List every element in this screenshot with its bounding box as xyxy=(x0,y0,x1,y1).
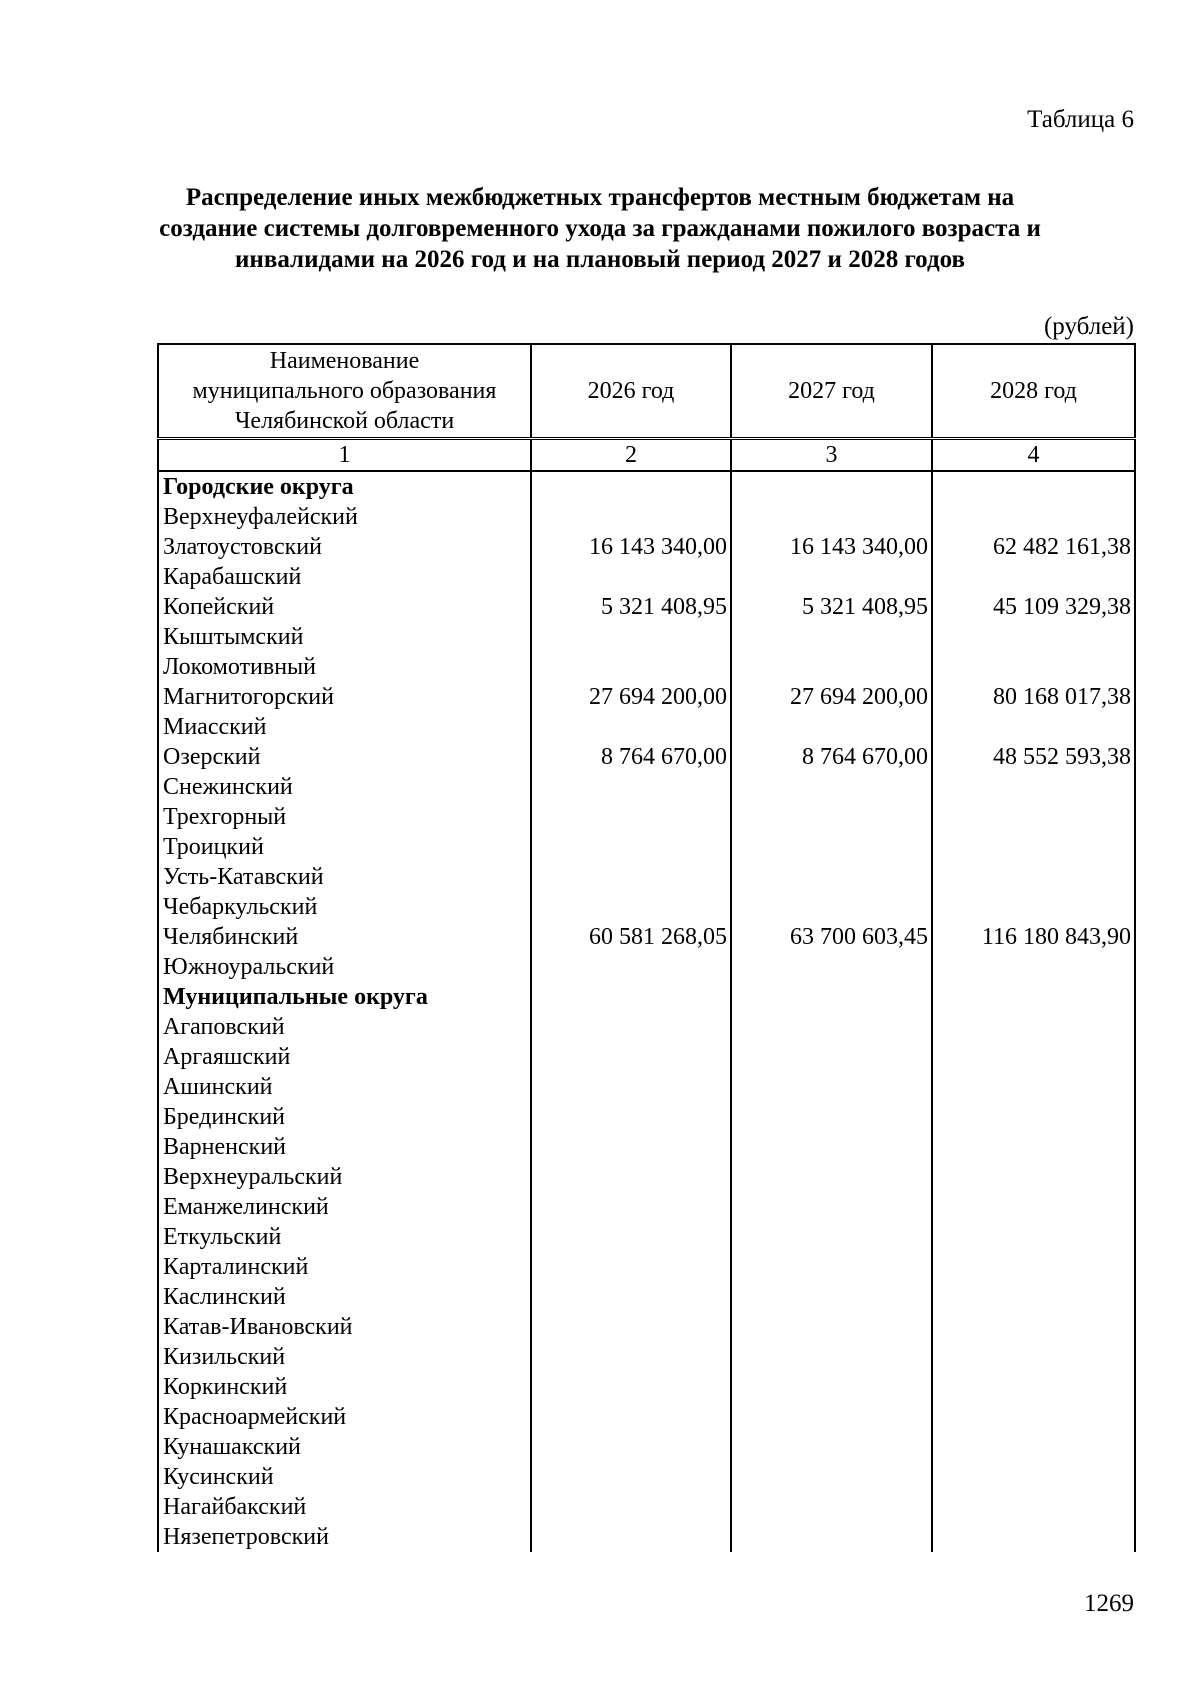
table-row xyxy=(158,772,1135,802)
value-2028-cell xyxy=(932,622,1135,652)
municipality-cell: Верхнеуфалейский xyxy=(158,502,531,532)
value-2026-cell xyxy=(531,1012,731,1042)
table-row xyxy=(158,1192,1135,1222)
value-2027-cell xyxy=(731,892,932,922)
value-2028-cell xyxy=(932,982,1135,1012)
municipality-cell: Южноуральский xyxy=(158,952,531,982)
value-2027-cell xyxy=(731,1042,932,1072)
value-2026-cell: 60 581 268,05 xyxy=(531,922,731,952)
table-row xyxy=(158,1072,1135,1102)
units-label: (рублей) xyxy=(1043,313,1134,340)
value-2027-cell xyxy=(731,1282,932,1312)
municipality-cell: Нязепетровский xyxy=(158,1522,531,1552)
value-2028-cell xyxy=(932,1372,1135,1402)
value-2028-cell xyxy=(932,1222,1135,1252)
table-row xyxy=(158,652,1135,682)
value-2026-cell xyxy=(531,892,731,922)
document-title xyxy=(120,182,1080,275)
header-2027: 2027 год xyxy=(731,344,932,439)
value-2028-cell xyxy=(932,712,1135,742)
value-2026-cell xyxy=(531,772,731,802)
value-2026-cell xyxy=(531,622,731,652)
value-2028-cell xyxy=(932,802,1135,832)
municipality-cell: Челябинский xyxy=(158,922,531,952)
value-2027-cell xyxy=(731,1402,932,1432)
value-2027-cell: 63 700 603,45 xyxy=(731,922,932,952)
value-2026-cell xyxy=(531,1132,731,1162)
value-2027-cell xyxy=(731,1492,932,1522)
table-row xyxy=(158,892,1135,922)
value-2027-cell xyxy=(731,1012,932,1042)
value-2027-cell xyxy=(731,1312,932,1342)
title-line: Распределение иных межбюджетных трансфертов местным бюджетам на xyxy=(185,184,1015,211)
value-2028-cell xyxy=(932,772,1135,802)
municipality-cell: Брединский xyxy=(158,1102,531,1132)
value-2028-cell xyxy=(932,1072,1135,1102)
table-row xyxy=(158,502,1135,532)
value-2026-cell xyxy=(531,712,731,742)
table-row xyxy=(158,1012,1135,1042)
value-2026-cell xyxy=(531,1432,731,1462)
municipality-cell: Троицкий xyxy=(158,832,531,862)
table-row xyxy=(158,1132,1135,1162)
value-2026-cell xyxy=(531,1522,731,1552)
municipality-cell: Озерский xyxy=(158,742,531,772)
value-2027-cell: 8 764 670,00 xyxy=(731,742,932,772)
value-2028-cell xyxy=(932,1132,1135,1162)
table-row xyxy=(158,682,1135,712)
table-row xyxy=(158,592,1135,622)
municipality-cell: Кунашакский xyxy=(158,1432,531,1462)
table-label: Таблица 6 xyxy=(1027,106,1134,133)
value-2027-cell xyxy=(731,952,932,982)
value-2028-cell: 116 180 843,90 xyxy=(932,922,1135,952)
value-2026-cell xyxy=(531,1402,731,1432)
table-row xyxy=(158,862,1135,892)
value-2026-cell xyxy=(531,862,731,892)
value-2028-cell xyxy=(932,832,1135,862)
value-2027-cell xyxy=(731,1342,932,1372)
value-2026-cell xyxy=(531,1312,731,1342)
value-2026-cell xyxy=(531,952,731,982)
value-2027-cell xyxy=(731,562,932,592)
header-municipality xyxy=(158,344,531,439)
value-2027-cell xyxy=(731,1072,932,1102)
value-2028-cell xyxy=(932,502,1135,532)
value-2028-cell xyxy=(932,1282,1135,1312)
table-row xyxy=(158,1222,1135,1252)
value-2027-cell xyxy=(731,712,932,742)
value-2028-cell: 45 109 329,38 xyxy=(932,592,1135,622)
table-row xyxy=(158,1102,1135,1132)
value-2027-cell xyxy=(731,471,932,502)
value-2026-cell xyxy=(531,652,731,682)
column-number: 1 xyxy=(158,439,531,472)
value-2027-cell xyxy=(731,1192,932,1222)
column-number-row xyxy=(158,439,1135,472)
value-2028-cell xyxy=(932,1462,1135,1492)
value-2028-cell xyxy=(932,562,1135,592)
value-2028-cell xyxy=(932,1492,1135,1522)
municipality-cell: Карталинский xyxy=(158,1252,531,1282)
value-2026-cell xyxy=(531,1492,731,1522)
value-2027-cell xyxy=(731,1162,932,1192)
table-row xyxy=(158,1372,1135,1402)
value-2028-cell xyxy=(932,1522,1135,1552)
value-2026-cell xyxy=(531,1282,731,1312)
value-2027-cell xyxy=(731,1372,932,1402)
value-2028-cell xyxy=(932,652,1135,682)
municipality-cell: Магнитогорский xyxy=(158,682,531,712)
value-2027-cell xyxy=(731,832,932,862)
value-2026-cell xyxy=(531,802,731,832)
table-row xyxy=(158,1432,1135,1462)
value-2027-cell xyxy=(731,1522,932,1552)
value-2027-cell xyxy=(731,982,932,1012)
value-2028-cell xyxy=(932,1042,1135,1072)
value-2026-cell: 16 143 340,00 xyxy=(531,532,731,562)
municipality-cell: Снежинский xyxy=(158,772,531,802)
municipality-cell: Карабашский xyxy=(158,562,531,592)
table-row xyxy=(158,1312,1135,1342)
value-2028-cell xyxy=(932,1012,1135,1042)
value-2027-cell xyxy=(731,1252,932,1282)
value-2027-cell xyxy=(731,1222,932,1252)
table-row xyxy=(158,1042,1135,1072)
value-2026-cell: 8 764 670,00 xyxy=(531,742,731,772)
column-number: 2 xyxy=(531,439,731,472)
value-2026-cell xyxy=(531,1222,731,1252)
value-2028-cell xyxy=(932,952,1135,982)
table-row xyxy=(158,1522,1135,1552)
value-2028-cell xyxy=(932,892,1135,922)
value-2026-cell xyxy=(531,1372,731,1402)
value-2028-cell xyxy=(932,471,1135,502)
value-2028-cell xyxy=(932,862,1135,892)
value-2027-cell: 27 694 200,00 xyxy=(731,682,932,712)
value-2026-cell xyxy=(531,1162,731,1192)
value-2026-cell xyxy=(531,471,731,502)
table-row xyxy=(158,532,1135,562)
value-2027-cell xyxy=(731,622,932,652)
value-2027-cell xyxy=(731,502,932,532)
title-line: инвалидами на 2026 год и на плановый период 2027 и 2028 годов xyxy=(235,246,965,273)
table-row xyxy=(158,1162,1135,1192)
municipality-cell: Кизильский xyxy=(158,1342,531,1372)
value-2027-cell xyxy=(731,802,932,832)
value-2028-cell xyxy=(932,1342,1135,1372)
municipality-cell: Ашинский xyxy=(158,1072,531,1102)
value-2026-cell xyxy=(531,1042,731,1072)
value-2028-cell: 80 168 017,38 xyxy=(932,682,1135,712)
section-row xyxy=(158,982,1135,1012)
value-2028-cell: 62 482 161,38 xyxy=(932,532,1135,562)
table-row xyxy=(158,1492,1135,1522)
municipality-cell: Красноармейский xyxy=(158,1402,531,1432)
municipality-cell: Муниципальные округа xyxy=(158,982,531,1012)
municipality-cell: Кусинский xyxy=(158,1462,531,1492)
table-row xyxy=(158,952,1135,982)
value-2027-cell: 5 321 408,95 xyxy=(731,592,932,622)
value-2028-cell xyxy=(932,1192,1135,1222)
value-2026-cell xyxy=(531,1342,731,1372)
value-2026-cell xyxy=(531,1252,731,1282)
header-row xyxy=(158,344,1135,439)
table-row xyxy=(158,1252,1135,1282)
value-2026-cell: 27 694 200,00 xyxy=(531,682,731,712)
municipality-cell: Копейский xyxy=(158,592,531,622)
value-2026-cell xyxy=(531,1072,731,1102)
value-2027-cell: 16 143 340,00 xyxy=(731,532,932,562)
value-2026-cell xyxy=(531,1192,731,1222)
table-row xyxy=(158,1402,1135,1432)
table-row xyxy=(158,1282,1135,1312)
municipality-cell: Еманжелинский xyxy=(158,1192,531,1222)
municipality-cell: Аргаяшский xyxy=(158,1042,531,1072)
municipality-cell: Локомотивный xyxy=(158,652,531,682)
municipality-cell: Миасский xyxy=(158,712,531,742)
header-line: муниципального образования xyxy=(192,378,497,404)
value-2026-cell: 5 321 408,95 xyxy=(531,592,731,622)
table-row xyxy=(158,802,1135,832)
municipality-cell: Катав-Ивановский xyxy=(158,1312,531,1342)
municipality-cell: Чебаркульский xyxy=(158,892,531,922)
table-row xyxy=(158,1342,1135,1372)
header-2028: 2028 год xyxy=(932,344,1135,439)
value-2028-cell xyxy=(932,1432,1135,1462)
header-line: Челябинской области xyxy=(234,408,455,434)
table-row xyxy=(158,1462,1135,1492)
value-2026-cell xyxy=(531,1462,731,1492)
municipality-cell: Каслинский xyxy=(158,1282,531,1312)
value-2028-cell xyxy=(932,1402,1135,1432)
value-2026-cell xyxy=(531,1102,731,1132)
transfers-table xyxy=(157,343,1136,1552)
table-row xyxy=(158,832,1135,862)
table-row xyxy=(158,712,1135,742)
value-2027-cell xyxy=(731,1432,932,1462)
value-2027-cell xyxy=(731,1462,932,1492)
municipality-cell: Городские округа xyxy=(158,471,531,502)
municipality-cell: Верхнеуральский xyxy=(158,1162,531,1192)
section-row xyxy=(158,471,1135,502)
value-2026-cell xyxy=(531,502,731,532)
municipality-cell: Кыштымский xyxy=(158,622,531,652)
municipality-cell: Еткульский xyxy=(158,1222,531,1252)
page-number: 1269 xyxy=(1084,1590,1134,1617)
municipality-cell: Трехгорный xyxy=(158,802,531,832)
column-number: 3 xyxy=(731,439,932,472)
header-2026: 2026 год xyxy=(531,344,731,439)
value-2027-cell xyxy=(731,1132,932,1162)
value-2026-cell xyxy=(531,832,731,862)
transfers-table-container xyxy=(157,343,1134,1555)
value-2028-cell: 48 552 593,38 xyxy=(932,742,1135,772)
value-2026-cell xyxy=(531,982,731,1012)
municipality-cell: Коркинский xyxy=(158,1372,531,1402)
municipality-cell: Нагайбакский xyxy=(158,1492,531,1522)
table-row xyxy=(158,742,1135,772)
value-2028-cell xyxy=(932,1252,1135,1282)
value-2027-cell xyxy=(731,1102,932,1132)
value-2026-cell xyxy=(531,562,731,592)
column-number: 4 xyxy=(932,439,1135,472)
value-2027-cell xyxy=(731,862,932,892)
title-line: создание системы долговременного ухода за гражданами пожилого возраста и xyxy=(159,215,1041,242)
municipality-cell: Златоустовский xyxy=(158,532,531,562)
table-body xyxy=(158,471,1135,1552)
value-2028-cell xyxy=(932,1312,1135,1342)
value-2027-cell xyxy=(731,652,932,682)
municipality-cell: Агаповский xyxy=(158,1012,531,1042)
value-2028-cell xyxy=(932,1162,1135,1192)
table-row xyxy=(158,562,1135,592)
table-row xyxy=(158,922,1135,952)
table-row xyxy=(158,622,1135,652)
municipality-cell: Варненский xyxy=(158,1132,531,1162)
header-line: Наименование xyxy=(269,348,420,374)
municipality-cell: Усть-Катавский xyxy=(158,862,531,892)
value-2027-cell xyxy=(731,772,932,802)
value-2028-cell xyxy=(932,1102,1135,1132)
